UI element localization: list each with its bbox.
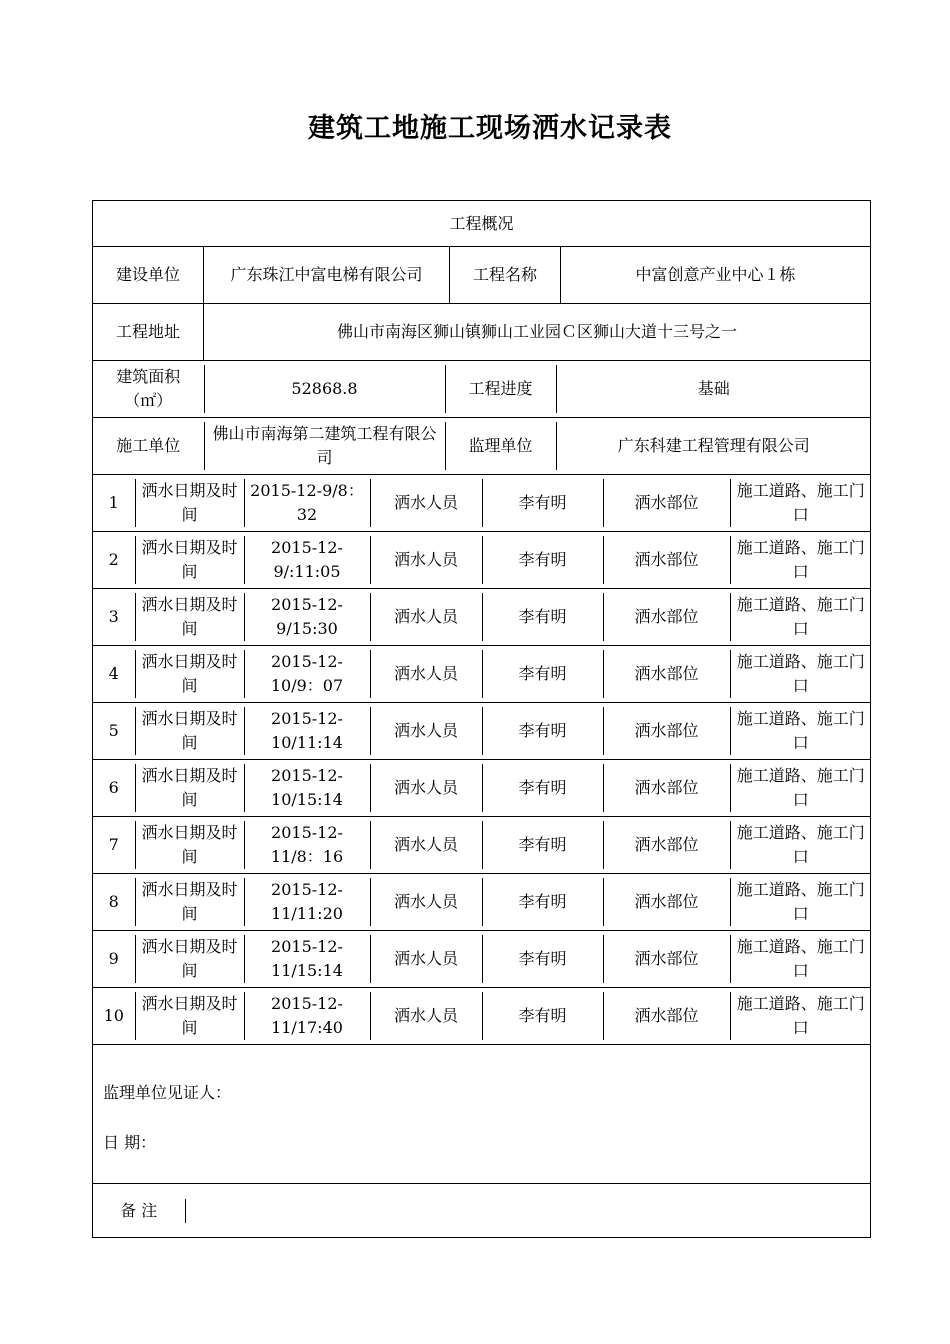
record-row <box>93 703 871 760</box>
record-area: 施工道路、施工门口 <box>730 650 871 698</box>
address-row <box>93 304 871 361</box>
remarks-cell <box>93 1184 871 1238</box>
record-datetime: 2015-12-10/15:14 <box>244 764 370 812</box>
record-area-label: 洒水部位 <box>603 821 730 869</box>
record-number: 6 <box>108 778 119 797</box>
record-cell <box>93 931 871 988</box>
record-area-label: 洒水部位 <box>603 593 730 641</box>
record-area: 施工道路、施工门口 <box>730 878 871 926</box>
record-person-label: 洒水人员 <box>370 821 482 869</box>
record-date-label: 洒水日期及时间 <box>135 821 244 869</box>
record-datetime: 2015-12-9/:11:05 <box>244 536 370 584</box>
record-area-label: 洒水部位 <box>603 479 730 527</box>
contractor-value: 佛山市南海第二建筑工程有限公司 <box>204 422 445 470</box>
area-label: 建筑面积（㎡） <box>116 367 181 410</box>
record-number: 1 <box>108 493 119 512</box>
record-area-label: 洒水部位 <box>603 878 730 926</box>
record-cell <box>93 703 871 760</box>
record-number: 3 <box>108 607 119 626</box>
record-number: 4 <box>108 664 119 683</box>
record-number: 5 <box>108 721 119 740</box>
record-date-label: 洒水日期及时间 <box>135 536 244 584</box>
record-person-label: 洒水人员 <box>370 935 482 983</box>
record-row <box>93 817 871 874</box>
record-cell <box>93 760 871 817</box>
record-person-label: 洒水人员 <box>370 707 482 755</box>
record-row <box>93 589 871 646</box>
record-area: 施工道路、施工门口 <box>730 707 871 755</box>
supervisor-value: 广东科建工程管理有限公司 <box>556 422 871 470</box>
record-person: 李有明 <box>482 992 603 1040</box>
owner-value: 广东珠江中富电梯有限公司 <box>204 247 450 304</box>
record-area: 施工道路、施工门口 <box>730 821 871 869</box>
record-person: 李有明 <box>482 479 603 527</box>
record-date-label: 洒水日期及时间 <box>135 650 244 698</box>
project-name-label: 工程名称 <box>450 247 561 304</box>
record-datetime: 2015-12-10/11:14 <box>244 707 370 755</box>
record-person-label: 洒水人员 <box>370 764 482 812</box>
witness-cell <box>93 1045 871 1184</box>
record-cell <box>93 475 871 532</box>
owner-label: 建设单位 <box>93 247 204 304</box>
date-label: 日 期： <box>103 1133 157 1152</box>
progress-label: 工程进度 <box>445 365 556 413</box>
record-cell <box>93 646 871 703</box>
record-row <box>93 646 871 703</box>
remarks-label: 备 注 <box>120 1200 158 1220</box>
area-row <box>93 361 871 418</box>
contractor-label: 施工单位 <box>116 436 181 455</box>
record-row <box>93 988 871 1045</box>
progress-value: 基础 <box>556 365 871 413</box>
record-date-label: 洒水日期及时间 <box>135 764 244 812</box>
record-area: 施工道路、施工门口 <box>730 593 871 641</box>
record-person: 李有明 <box>482 650 603 698</box>
record-row <box>93 532 871 589</box>
project-name-value: 中富创意产业中心１栋 <box>561 247 871 304</box>
record-date-label: 洒水日期及时间 <box>135 878 244 926</box>
record-person: 李有明 <box>482 878 603 926</box>
record-cell <box>93 589 871 646</box>
record-row <box>93 760 871 817</box>
record-area: 施工道路、施工门口 <box>730 935 871 983</box>
contractor-row <box>93 418 871 475</box>
remarks-value <box>185 1199 871 1223</box>
record-area-label: 洒水部位 <box>603 707 730 755</box>
record-area: 施工道路、施工门口 <box>730 992 871 1040</box>
record-number: 9 <box>108 949 119 968</box>
record-area: 施工道路、施工门口 <box>730 764 871 812</box>
record-person: 李有明 <box>482 821 603 869</box>
record-number: 2 <box>108 550 119 569</box>
record-cell <box>93 988 871 1045</box>
record-datetime: 2015-12-9/8：32 <box>244 479 370 527</box>
record-date-label: 洒水日期及时间 <box>135 992 244 1040</box>
record-person: 李有明 <box>482 593 603 641</box>
contractor-supervisor-cell <box>93 418 871 475</box>
record-person-label: 洒水人员 <box>370 650 482 698</box>
record-area: 施工道路、施工门口 <box>730 479 871 527</box>
record-number: 7 <box>108 835 119 854</box>
record-datetime: 2015-12-11/11:20 <box>244 878 370 926</box>
record-person-label: 洒水人员 <box>370 536 482 584</box>
area-value: 52868.8 <box>204 365 445 413</box>
record-cell <box>93 817 871 874</box>
record-datetime: 2015-12-11/15:14 <box>244 935 370 983</box>
witness-label: 监理单位见证人： <box>103 1083 232 1102</box>
record-row <box>93 874 871 931</box>
record-number: 10 <box>103 1006 124 1025</box>
overview-heading: 工程概况 <box>93 201 871 247</box>
record-date-label: 洒水日期及时间 <box>135 593 244 641</box>
record-datetime: 2015-12-11/17:40 <box>244 992 370 1040</box>
record-person: 李有明 <box>482 707 603 755</box>
record-cell <box>93 874 871 931</box>
record-date-label: 洒水日期及时间 <box>135 479 244 527</box>
record-datetime: 2015-12-10/9：07 <box>244 650 370 698</box>
record-row <box>93 475 871 532</box>
address-label: 工程地址 <box>93 304 204 361</box>
record-cell <box>93 532 871 589</box>
record-person: 李有明 <box>482 536 603 584</box>
remarks-row <box>93 1184 871 1238</box>
supervisor-label: 监理单位 <box>445 422 556 470</box>
record-person-label: 洒水人员 <box>370 878 482 926</box>
record-datetime: 2015-12-11/8：16 <box>244 821 370 869</box>
witness-row <box>93 1045 871 1184</box>
record-person: 李有明 <box>482 935 603 983</box>
record-area: 施工道路、施工门口 <box>730 536 871 584</box>
record-person-label: 洒水人员 <box>370 479 482 527</box>
owner-row <box>93 247 871 304</box>
record-date-label: 洒水日期及时间 <box>135 707 244 755</box>
record-row <box>93 931 871 988</box>
record-area-label: 洒水部位 <box>603 992 730 1040</box>
record-date-label: 洒水日期及时间 <box>135 935 244 983</box>
record-number: 8 <box>108 892 119 911</box>
record-person-label: 洒水人员 <box>370 593 482 641</box>
document-title: 建筑工地施工现场洒水记录表 <box>308 113 672 144</box>
sprinkling-record-table <box>92 200 871 1238</box>
record-area-label: 洒水部位 <box>603 536 730 584</box>
overview-heading-row <box>93 201 871 247</box>
address-value: 佛山市南海区狮山镇狮山工业园Ｃ区狮山大道十三号之一 <box>204 304 871 361</box>
record-person-label: 洒水人员 <box>370 992 482 1040</box>
record-person: 李有明 <box>482 764 603 812</box>
record-area-label: 洒水部位 <box>603 650 730 698</box>
record-area-label: 洒水部位 <box>603 764 730 812</box>
record-area-label: 洒水部位 <box>603 935 730 983</box>
area-progress-cell <box>93 361 871 418</box>
record-datetime: 2015-12-9/15:30 <box>244 593 370 641</box>
